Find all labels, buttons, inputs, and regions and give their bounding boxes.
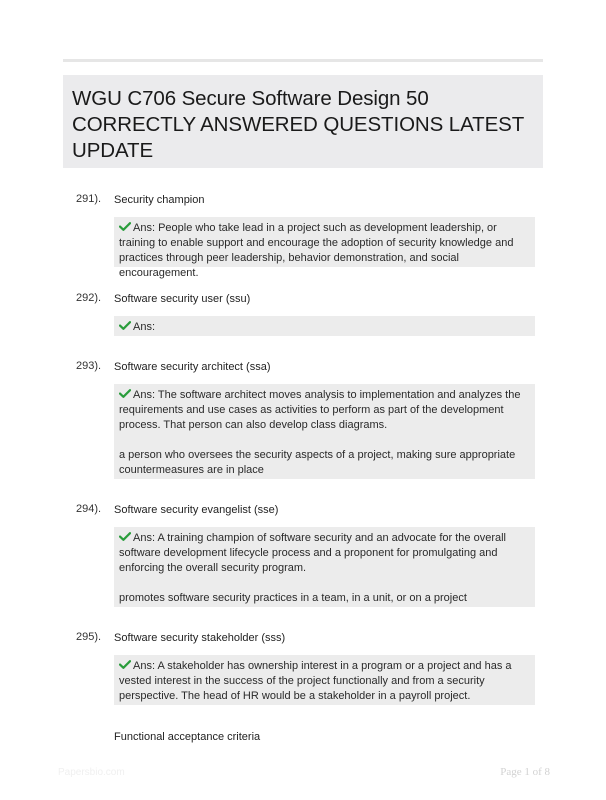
question-number: 294). [76,503,102,515]
top-divider [63,59,543,62]
answer-paragraph [119,659,529,704]
title-panel [63,75,543,168]
answer-box [114,527,535,607]
answer-paragraph [119,221,529,281]
question-term: Software security evangelist (sse) [114,504,279,516]
answer-paragraph [119,320,529,335]
question-number: 293). [76,360,102,372]
answer-paragraph: a person who oversees the security aspects of a project, making sure appropriate countermeasures are in place [119,449,516,476]
page-indicator: Page 1 of 8 [500,766,550,778]
answer-box [114,316,535,336]
watermark: Papersbio.com [58,767,125,778]
question-number: 292). [76,292,102,304]
answer-text: Ans: A training champion of software security and an advocate for the overall software development lifecycle process and a proponent for promulgating and enforcing the overall security program. [119,532,506,574]
question-term: Software security stakeholder (sss) [114,632,286,644]
answer-text: Ans: The software architect moves analysis to implementation and analyzes the requirements and use cases as activities to perform as part of the development process. That person can also develop class diagrams. [119,389,521,431]
answer-paragraph: promotes software security practices in a team, in a unit, or on a project [119,592,467,604]
question-term: Security champion [114,194,205,206]
question-term: Software security user (ssu) [114,293,251,305]
answer-text: Ans: [133,321,156,333]
answer-paragraph [119,388,529,433]
check-icon [119,222,131,231]
answer-box [114,655,535,705]
answer-box [114,217,535,279]
answer-text: Ans: A stakeholder has ownership interest in a program or a project and has a vested interest in the success of the project functionally and from a security perspective. The head of HR would be a stakeholder in a payroll project. [119,660,512,702]
answer-box [114,384,535,479]
answer-paragraph [119,531,529,576]
question-term: Software security architect (ssa) [114,361,271,373]
check-icon [119,660,131,669]
document-title: WGU C706 Secure Software Design 50 CORRECTLY ANSWERED QUESTIONS LATEST UPDATE [72,87,525,162]
question-number: 295). [76,631,102,643]
question-number: 291). [76,193,102,205]
next-question-term: Functional acceptance criteria [114,731,261,743]
check-icon [119,389,131,398]
check-icon [119,532,131,541]
answer-text: Ans: People who take lead in a project such as development leadership, or training to enable support and encourage the adoption of security knowledge and practices through peer leadership, behavior demonstration, and social encouragement. [119,222,514,279]
check-icon [119,321,131,330]
